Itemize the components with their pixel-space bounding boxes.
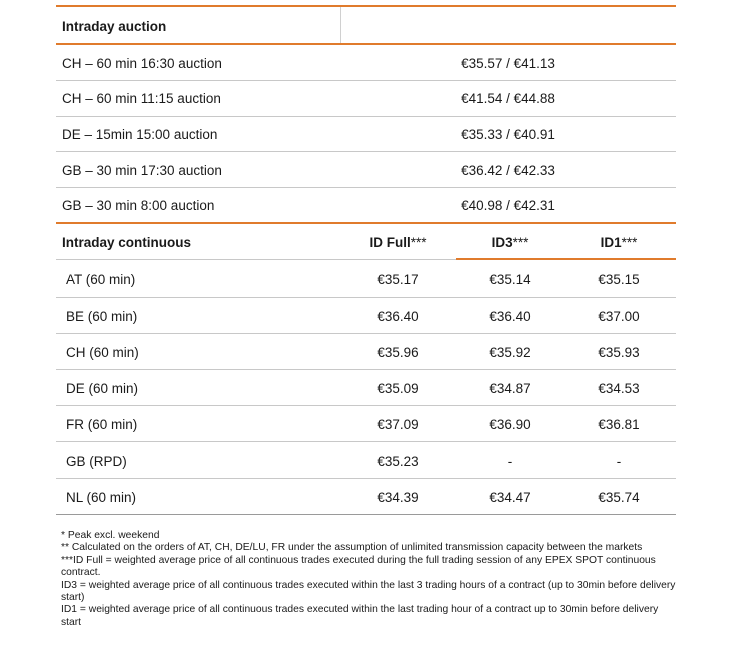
cell-id3: €36.90 [489, 417, 531, 432]
cell-id3: €34.87 [489, 381, 531, 396]
auction-row-value: €36.42 / €42.33 [461, 163, 555, 178]
row-divider [56, 297, 676, 298]
footnote: ID3 = weighted average price of all continuous trades executed within the last 3 trading hours of a contract (up to 30min before delivery start) [61, 579, 676, 604]
cell-id-full: €35.23 [377, 454, 419, 469]
footnote: ***ID Full = weighted average price of all continuous trades executed during the full trading session of any EPEX SPOT continuous contract. [61, 554, 656, 579]
row-divider [56, 333, 676, 334]
column-header-label: ID Full [369, 235, 411, 250]
auction-row-value: €41.54 / €44.88 [461, 91, 555, 106]
row-divider [56, 369, 676, 370]
column-header-id-full [369, 236, 426, 250]
cell-id3: - [507, 454, 513, 469]
cell-id1: €34.53 [598, 381, 640, 396]
row-divider [56, 116, 676, 117]
auction-header-rule [56, 43, 676, 45]
cell-id-full: €35.09 [377, 381, 419, 396]
header-underline-accent [456, 258, 676, 260]
continuous-row-name: AT (60 min) [66, 272, 136, 287]
cell-id-full: €36.40 [377, 309, 419, 324]
continuous-row-name: GB (RPD) [66, 454, 127, 469]
auction-row-name: CH – 60 min 11:15 auction [62, 91, 221, 106]
column-header-id1 [601, 236, 638, 250]
row-divider [56, 80, 676, 81]
cell-id-full: €35.17 [377, 272, 419, 287]
row-divider [56, 187, 676, 188]
auction-row-name: CH – 60 min 16:30 auction [62, 56, 222, 71]
column-header-stars: *** [621, 235, 638, 250]
auction-top-rule [56, 5, 676, 7]
auction-header: Intraday auction [62, 19, 167, 34]
auction-row-value: €40.98 / €42.31 [461, 198, 555, 213]
auction-header-divider [340, 7, 341, 43]
cell-id1: €35.93 [598, 345, 640, 360]
row-divider [56, 405, 676, 406]
cell-id3: €35.14 [489, 272, 531, 287]
footnote: ID1 = weighted average price of all continuous trades executed within the last trading hour of a contract up to 30min before delivery start [61, 604, 659, 628]
cell-id1: €37.00 [598, 309, 640, 324]
cell-id3: €35.92 [489, 345, 531, 360]
footnote: * Peak excl. weekend [61, 530, 160, 541]
auction-row-name: DE – 15min 15:00 auction [62, 127, 218, 142]
row-divider [56, 151, 676, 152]
cell-id-full: €35.96 [377, 345, 419, 360]
continuous-row-name: BE (60 min) [66, 309, 138, 324]
auction-row-value: €35.33 / €40.91 [461, 127, 555, 142]
header-underline [56, 259, 456, 260]
column-header-stars: *** [410, 235, 427, 250]
continuous-row-name: CH (60 min) [66, 345, 139, 360]
auction-row-name: GB – 30 min 17:30 auction [62, 163, 222, 178]
cell-id1: €35.74 [598, 490, 640, 505]
footnotes [61, 530, 681, 629]
table-bottom-rule [56, 514, 676, 515]
row-divider [56, 478, 676, 479]
continuous-row-name: DE (60 min) [66, 381, 139, 396]
cell-id1: €35.15 [598, 272, 640, 287]
continuous-row-name: FR (60 min) [66, 417, 138, 432]
column-header-id3 [492, 236, 529, 250]
cell-id1: - [616, 454, 622, 469]
footnote: ** Calculated on the orders of AT, CH, DE/LU, FR under the assumption of unlimited transmission capacity between the markets [61, 542, 643, 554]
cell-id1: €36.81 [598, 417, 640, 432]
row-divider [56, 441, 676, 442]
continuous-top-rule [56, 222, 676, 224]
column-header-stars: *** [512, 235, 529, 250]
cell-id-full: €37.09 [377, 417, 419, 432]
auction-row-name: GB – 30 min 8:00 auction [62, 198, 215, 213]
cell-id-full: €34.39 [377, 490, 419, 505]
cell-id3: €34.47 [489, 490, 531, 505]
continuous-row-name: NL (60 min) [66, 490, 137, 505]
column-header-label: ID1 [600, 235, 622, 250]
continuous-header: Intraday continuous [62, 235, 192, 250]
cell-id3: €36.40 [489, 309, 531, 324]
auction-row-value: €35.57 / €41.13 [461, 56, 555, 71]
column-header-label: ID3 [491, 235, 513, 250]
